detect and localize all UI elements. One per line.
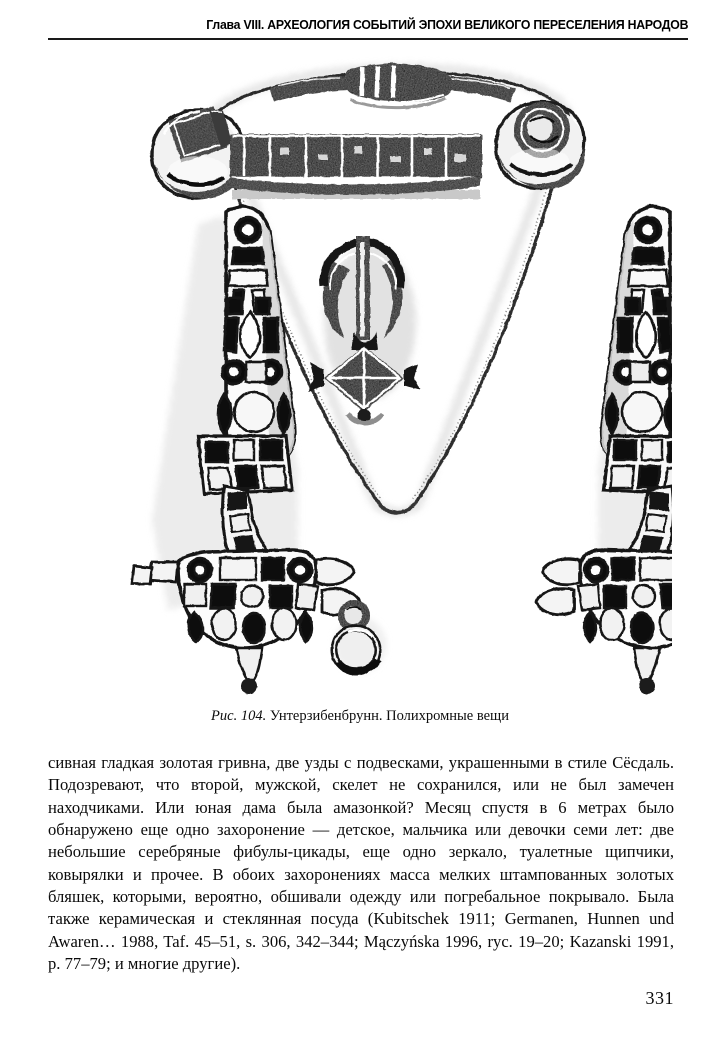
- running-head-text: Глава VIII. АРХЕОЛОГИЯ СОБЫТИЙ ЭПОХИ ВЕЛИКОГО ПЕРЕСЕЛЕНИЯ НАРОДОВ: [206, 17, 688, 32]
- archaeological-photograph: [48, 50, 672, 695]
- figure-104: [48, 50, 672, 695]
- figure-caption: [48, 706, 672, 726]
- body-paragraph: сивная гладкая золотая гривна, две узды с подвесками, украшенными в стиле Сёсдаль. Подозревают, что второй, мужской, скелет не сохранился, или не был замечен находчиками. Или юная дама была амазонкой? Месяц спустя в 6 метрах было обнаружено еще одно захоронение — детское, мальчика или девочки семи лет: две небольшие серебряные фибулы-цикады, еще одно зеркало, туалетные щипчики, ковырялки и прочее. В обоих захоронениях масса мелких штампованных золотых бляшек, которыми, вероятно, обшивали одежду или погребальное покрывало. Была также керамическая и стеклянная посуда (Kubitschek 1911; Germanen, Hunnen und Awaren… 1988, Taf. 45–51, s. 306, 342–344; Mączyńska 1996, ryc. 19–20; Kazanski 1991, p. 77–79; и многие другие).: [48, 753, 674, 974]
- figure-caption-text: Унтерзибенбрунн. Полихромные вещи: [269, 708, 509, 724]
- body-text: [48, 752, 674, 975]
- inlaid-bar-shape: [230, 134, 482, 199]
- running-head: [48, 16, 688, 38]
- header-rule: [48, 38, 688, 40]
- figure-number: Рис. 104.: [211, 708, 267, 724]
- page-number: 331: [645, 988, 674, 1008]
